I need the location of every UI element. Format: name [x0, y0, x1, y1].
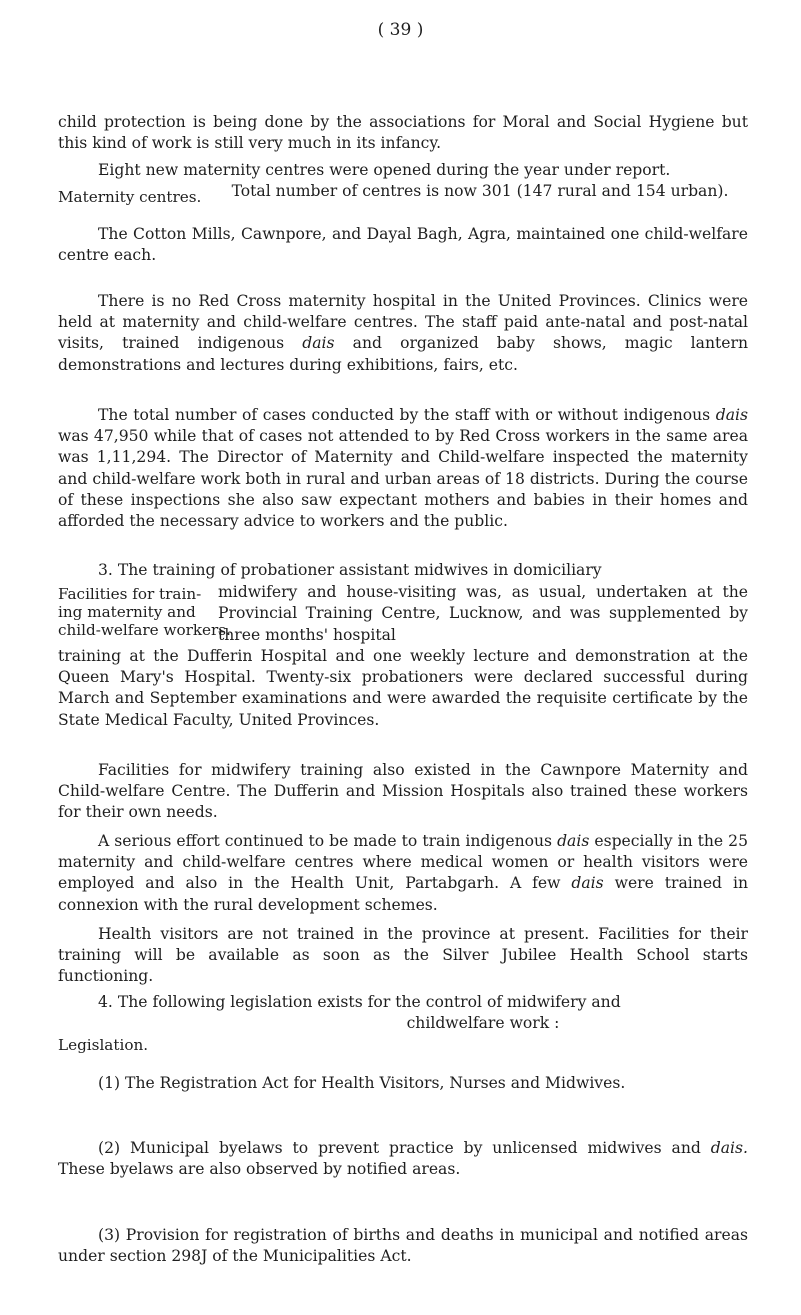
page-number: ( 39 ) — [377, 20, 424, 40]
section-3-continued: training at the Dufferin Hospital and one weekly lecture and demonstration at the Queen Mary's Hospital. Twenty-six probationers were declared successful during March and September examinations and were awarded the requisite certificate by the State Medical Faculty, United Provinces. — [58, 647, 748, 729]
paragraph-health-visitors: Health visitors are not trained in the province at present. Facilities for their training will be available as soon as the Silver Jubilee Health School starts functioning. — [58, 925, 748, 986]
paragraph-indigenous-dais: A serious effort continued to be made to train indigenous dais especially in the 25 maternity and child-welfare centres where medical women or health visitors were employed and also in the Health Unit, Partabgarh. A few dais were trained in connexion with the rural development schemes. — [58, 832, 748, 914]
paragraph-cotton-mills: The Cotton Mills, Cawnpore, and Dayal Bagh, Agra, maintained one child-welfare centre each. — [58, 225, 748, 265]
maternity-centres-total: Total number of centres is now 301 (147 rural and 154 urban). — [231, 182, 729, 200]
legislation-item-3: (3) Provision for registration of births and deaths in municipal and notified areas under section 298J of the Municipalities Act. — [58, 1226, 748, 1266]
margin-note-maternity-centres: Maternity centres. — [58, 188, 202, 206]
legislation-item-2: (2) Municipal byelaws to prevent practice by unlicensed midwives and dais. These byelaws are also observed by notified areas. — [58, 1139, 748, 1179]
paragraph-maternity-centres: Eight new maternity centres were opened during the year under report. — [98, 161, 671, 179]
paragraph-red-cross: There is no Red Cross maternity hospital in the United Provinces. Clinics were held at maternity and child-welfare centres. The staff paid ante-natal and post-natal visits, trained indigenous dais and organized baby shows, magic lantern demonstrations and lectures during exhibitions, fairs, etc. — [58, 292, 749, 374]
section-4-heading-line: 4. The following legislation exists for the control of midwifery and — [98, 993, 621, 1011]
margin-note-facilities-training: Facilities for train- ing maternity and child-welfare workers. — [58, 585, 231, 639]
legislation-item-1: (1) The Registration Act for Health Visitors, Nurses and Midwives. — [98, 1074, 626, 1092]
section-3-heading-line: 3. The training of probationer assistant midwives in domiciliary — [98, 561, 602, 579]
paragraph-cawnpore-training: Facilities for midwifery training also existed in the Cawnpore Maternity and Child-welfare Centre. The Dufferin and Mission Hospitals also trained these workers for their own needs. — [58, 761, 748, 822]
margin-note-legislation: Legislation. — [58, 1036, 149, 1054]
paragraph-child-protection: child protection is being done by the associations for Moral and Social Hygiene but this kind of work is still very much in its infancy. — [58, 113, 748, 153]
section-4-wrapped-text: childwelfare work : — [406, 1014, 560, 1032]
section-3-wrapped-text: midwifery and house-visiting was, as usual, undertaken at the Provincial Training Centre, Lucknow, and was supplemented by three months' hospital — [218, 583, 748, 644]
paragraph-total-cases: The total number of cases conducted by the staff with or without indigenous dais was 47,950 while that of cases not attended to by Red Cross workers in the same area was 1,11,294. The Director of Maternity and Child-welfare inspected the maternity and child-welfare work both in rural and urban areas of 18 districts. During the course of these inspections she also saw expectant mothers and babies in their homes and afforded the necessary advice to workers and the public. — [58, 406, 748, 531]
